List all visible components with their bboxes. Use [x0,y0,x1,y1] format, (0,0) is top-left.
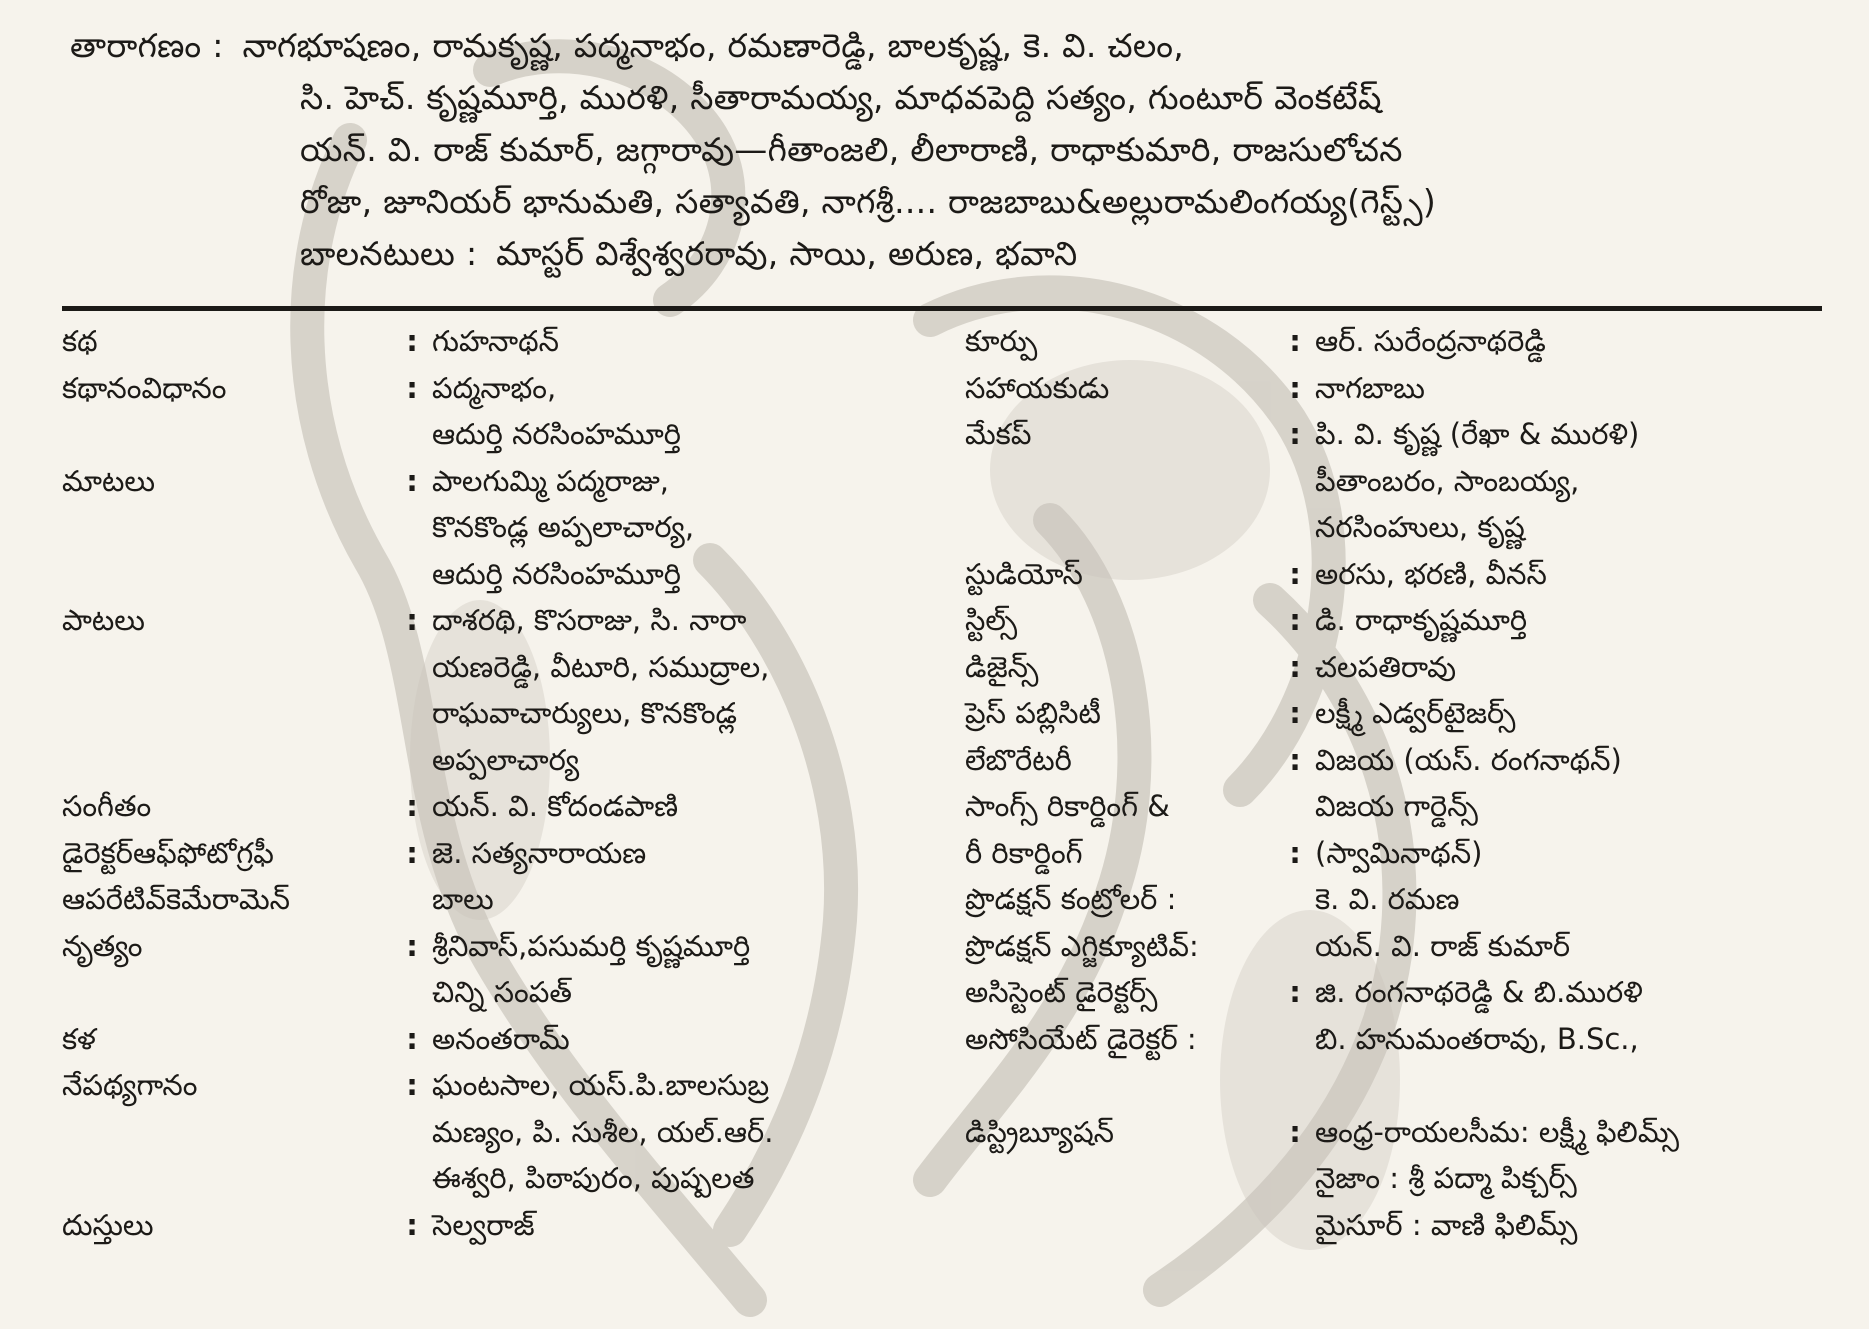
credit-name-line: బాలు [432,882,494,916]
credit-name-line: యన్. వి. రాజ్ కుమార్ [1315,928,1571,963]
credit-row [965,690,1845,737]
credit-role: అసోసియేట్ డైరెక్టర్ : [965,1021,1197,1056]
credit-names [432,923,942,1016]
credit-names [432,1016,942,1063]
cast-line-4: రోజా, జూనియర్ భానుమతి, సత్యావతి, నాగశ్రీ.... రాజబాబు&అల్లురామలింగయ్య(గెస్ట్స్) [300,182,1437,221]
credit-names [1315,1016,1845,1063]
credit-names [1315,411,1845,551]
credit-name-line: ఘంటసాల, యస్.పి.బాలసుబ్ర [432,1068,770,1102]
credit-name-line: ఆదుర్తి నరసింహమూర్తి [432,417,681,451]
credit-name-line: ఆదుర్తి నరసింహమూర్తి [432,556,681,591]
credit-separator [1275,1062,1315,1109]
credit-row [62,458,942,598]
credit-name-line: శ్రీనివాస్,పసుమర్తి కృష్ణమూర్తి [432,928,751,963]
credit-name-line: మణ్యం, పి. సుశీల, యల్.ఆర్. [432,1114,774,1149]
credit-separator [1275,1016,1315,1063]
credit-names [432,876,942,923]
credit-role: ఆపరేటివ్‌కెమేరామెన్ [62,882,290,916]
credit-names [432,318,942,365]
credit-role: స్టిల్స్ [965,603,1018,637]
credit-role: మాటలు [62,463,155,498]
credit-role: దుస్తులు [62,1207,154,1242]
credit-separator: : [1289,370,1301,405]
credit-role: డిజైన్స్ [965,649,1039,684]
credit-row [62,1016,942,1063]
credit-row [965,644,1845,691]
credit-name-line: పద్మనాభం, [432,370,557,405]
credit-name-line [1315,1062,1845,1109]
credit-row [62,318,942,365]
credit-separator: : [1289,556,1301,591]
credit-separator [392,876,432,923]
credit-row [62,923,942,1016]
credit-names [1315,318,1845,365]
credit-row [965,1062,1845,1109]
credit-names [432,830,942,877]
credit-separator: : [406,324,418,358]
credit-separator: : [1289,324,1301,358]
credit-row [965,737,1845,784]
credit-separator: : [406,789,418,823]
credit-names [1315,597,1845,644]
credit-names [432,365,942,458]
credit-row [965,783,1845,830]
credit-separator: : [406,1021,418,1056]
credit-name-line: ఆర్. సురేంద్రనాథరెడ్డి [1315,324,1546,358]
credit-row [62,783,942,830]
credit-row [62,1062,942,1202]
credit-role: నేపథ్యగానం [62,1068,198,1102]
credit-names [1315,876,1845,923]
credit-separator: : [1289,742,1301,777]
credit-separator: : [406,835,418,870]
credit-role: కథానంవిధానం [62,370,227,405]
credit-names [1315,644,1845,691]
credit-row [965,876,1845,923]
credit-separator: : [1289,649,1301,684]
credit-names [432,783,942,830]
credit-name-line: యన్. వి. కోదండపాణి [432,789,679,823]
credit-name-line: నాగబాబు [1315,370,1425,405]
credit-role: మేకప్ [965,417,1032,451]
credit-name-line: (స్వామినాథన్) [1315,835,1483,870]
credit-names [432,1062,942,1202]
credit-row [965,830,1845,877]
right-credits-column [965,318,1845,1248]
credit-name-line: జి. రంగనాథరెడ్డి & బి.మురళి [1315,975,1643,1009]
credit-role: అసిస్టెంట్ డైరెక్టర్స్ [965,975,1158,1009]
credit-names [1315,923,1845,970]
credit-row [965,969,1845,1016]
credit-role: నృత్యం [62,928,143,963]
credit-name-line: రాఘవాచార్యులు, కొనకొండ్ల [432,696,738,730]
credit-role [965,1062,1275,1109]
credit-name-line: అనంతరామ్ [432,1021,570,1056]
credit-names [432,597,942,783]
credit-row [62,830,942,877]
child-actors-line [70,228,1830,280]
divider-rule [62,306,1822,311]
credit-name-line: మైసూర్ : వాణి ఫిలిమ్స్ [1315,1207,1578,1242]
credit-name-line: జె. సత్యనారాయణ [432,835,647,870]
credit-row [965,411,1845,551]
credit-separator: : [406,1207,418,1242]
credit-separator: : [1289,603,1301,637]
credit-name-line: యణరెడ్డి, వీటూరి, సముద్రాల, [432,649,770,684]
credit-separator [1275,923,1315,970]
credit-separator: : [1289,975,1301,1009]
credit-separator: : [1289,696,1301,730]
credit-role: లేబొరేటరీ [965,742,1072,777]
credit-name-line: విజయ (యస్. రంగనాథన్) [1315,742,1622,777]
credit-name-line: పి. వి. కృష్ణ (రేఖా & మురళి) [1315,417,1640,451]
credit-row [965,318,1845,365]
credit-separator [1275,783,1315,830]
credit-name-line: దాశరథి, కొసరాజు, సి. నారా [432,603,747,637]
credit-role: కూర్పు [965,324,1038,358]
credit-role: సాంగ్స్ రికార్డింగ్ & [965,789,1170,823]
credit-name-line: చలపతిరావు [1315,649,1457,684]
credit-names [1315,1109,1845,1249]
cast-section [70,20,1830,280]
credit-names [1315,737,1845,784]
credit-role: పాటలు [62,603,145,637]
credit-name-line: బి. హనుమంతరావు, B.Sc., [1315,1021,1639,1056]
credit-names [1315,969,1845,1016]
credit-row [965,1109,1845,1249]
credit-role: ప్రొడక్షన్ ఎగ్జిక్యూటివ్: [965,928,1199,963]
credit-name-line: ఈశ్వరి, పిఠాపురం, పుష్పలత [432,1161,755,1195]
credit-row [965,923,1845,970]
credit-role: కళ [62,1021,96,1056]
credit-names [1315,690,1845,737]
credit-names [432,458,942,598]
credit-role: డిస్ట్రిబ్యూషన్ [965,1114,1115,1149]
credit-row [965,1016,1845,1063]
credit-name-line: నైజాం : శ్రీ పద్మా పిక్చర్స్ [1315,1161,1577,1195]
credit-name-line: విజయ గార్డెన్స్ [1315,789,1478,823]
credit-name-line: గుహనాథన్ [432,324,559,358]
credit-separator: : [406,463,418,498]
credit-row [965,365,1845,412]
credit-name-line: కె. వి. రమణ [1315,882,1460,916]
credit-name-line: ఆంధ్ర-రాయలసీమ: లక్ష్మీ ఫిలిమ్స్ [1315,1114,1679,1149]
credit-name-line: పాలగుమ్మి పద్మరాజు, [432,463,670,498]
cast-line-3: యన్. వి. రాజ్ కుమార్, జగ్గారావు—గీతాంజలి, లీలారాణి, రాధాకుమారి, రాజసులోచన [300,130,1403,169]
credit-name-line: డి. రాధాకృష్ణమూర్తి [1315,603,1528,637]
credit-name-line: అరసు, భరణి, వీనస్ [1315,556,1547,591]
credit-row [62,876,942,923]
child-actors-label: బాలనటులు : [300,234,478,273]
credit-name-line: కొనకొండ్ల అప్పలాచార్య, [432,510,695,544]
credit-role: సంగీతం [62,789,152,823]
credit-separator: : [1289,1114,1301,1149]
credit-name-line: సెల్వరాజ్ [432,1207,535,1242]
credit-separator: : [406,1068,418,1102]
credit-separator: : [1289,417,1301,451]
credit-separator: : [406,928,418,963]
credit-separator: : [406,370,418,405]
credit-role: కథ [62,324,98,358]
credit-role: ప్రొడక్షన్ కంట్రోలర్ : [965,882,1177,916]
credit-names [1315,1062,1845,1109]
credit-separator [1275,876,1315,923]
child-actors-names: మాస్టర్ విశ్వేశ్వరరావు, సాయి, అరుణ, భవాని [496,234,1078,273]
credit-separator: : [1289,835,1301,870]
credit-name-line: పీతాంబరం, సాంబయ్య, [1315,463,1580,498]
credit-names [1315,365,1845,412]
credit-role: స్టుడియోస్ [965,556,1083,591]
credit-separator: : [406,603,418,637]
credit-role: సహాయకుడు [965,370,1110,405]
credit-names [432,1202,942,1249]
credit-name-line: లక్ష్మీ ఎడ్వర్‌టైజర్స్ [1315,696,1516,730]
cast-names: నాగభూషణం, రామకృష్ణ, పద్మనాభం, రమణారెడ్డి, బాలకృష్ణ, కె. వి. చలం, [242,26,1185,65]
credit-role: డైరెక్టర్ఆఫ్‌ఫోటోగ్రఫీ [62,835,274,870]
credit-row [965,551,1845,598]
credit-names [1315,830,1845,877]
cast-line-1 [70,20,1830,72]
credit-role: ప్రెస్ పబ్లిసిటీ [965,696,1101,730]
credit-role: రీ రికార్డింగ్ [965,835,1083,870]
credit-name-line: నరసింహులు, కృష్ణ [1315,510,1525,544]
cast-label: తారాగణం : [70,26,224,65]
credit-names [1315,551,1845,598]
credit-row [62,597,942,783]
credit-name-line: చిన్ని సంపత్ [432,975,572,1009]
credit-name-line: అప్పలాచార్య [432,742,580,777]
credit-names [1315,783,1845,830]
cast-line-2: సి. హెచ్. కృష్ణమూర్తి, మురళి, సీతారామయ్య, మాధవపెద్ది సత్యం, గుంటూర్ వెంకటేష్ [300,78,1382,117]
credit-row [62,365,942,458]
credit-row [965,597,1845,644]
credit-row [62,1202,942,1249]
left-credits-column [62,318,942,1248]
